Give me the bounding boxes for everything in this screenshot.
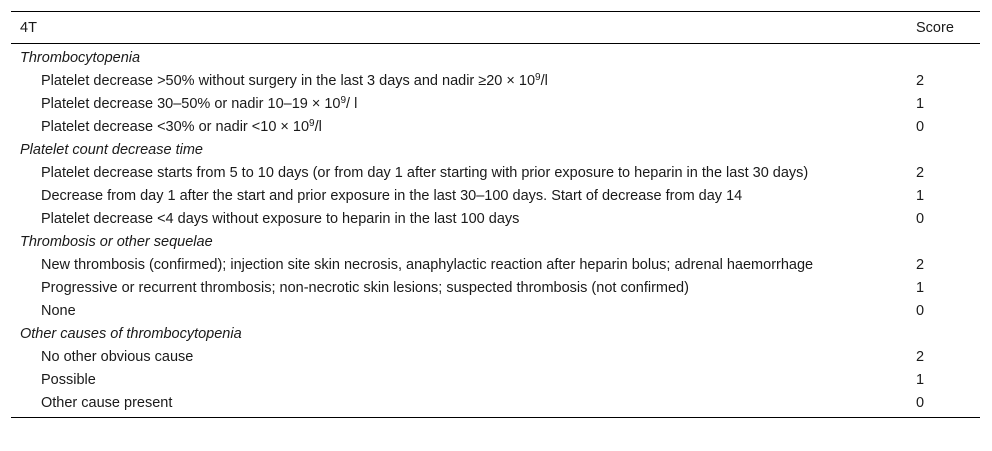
table-row	[11, 184, 980, 207]
criterion-cell	[11, 345, 913, 368]
score-cell: 2	[916, 73, 925, 89]
criterion-text: Possible	[41, 372, 96, 388]
score-cell: 1	[916, 188, 925, 204]
criterion-text: Platelet decrease >50% without surgery in the last 3 days and nadir ≥20 × 10	[41, 73, 536, 89]
criterion-cell	[11, 161, 913, 184]
table-row	[11, 207, 980, 230]
score-cell: 2	[916, 257, 925, 273]
section-row	[11, 44, 980, 70]
criterion-unit: / l	[346, 96, 358, 112]
section-title: Thrombosis or other sequelae	[20, 234, 213, 250]
table-row	[11, 276, 980, 299]
table-row	[11, 368, 980, 391]
criterion-unit: /l	[540, 73, 548, 89]
score-cell: 0	[916, 211, 925, 227]
section-row	[11, 230, 980, 253]
criterion-text: Platelet decrease starts from 5 to 10 days (or from day 1 after starting with prior exposure to heparin in the last 30 days)	[41, 165, 809, 181]
table-row	[11, 391, 980, 418]
criterion-text: Progressive or recurrent thrombosis; non-necrotic skin lesions; suspected thrombosis (not confirmed)	[41, 280, 689, 296]
criterion-cell	[11, 184, 913, 207]
criterion-cell	[11, 69, 913, 92]
table-row	[11, 69, 980, 92]
score-cell: 1	[916, 96, 925, 112]
section-row	[11, 322, 980, 345]
criterion-cell	[11, 253, 913, 276]
section-title: Platelet count decrease time	[20, 142, 203, 158]
criterion-text: None	[41, 303, 76, 319]
criterion-text: Decrease from day 1 after the start and prior exposure in the last 30–100 days. Start of decrease from day 14	[41, 188, 743, 204]
score-cell: 2	[916, 165, 925, 181]
criterion-text: Other cause present	[41, 395, 173, 411]
table-header	[11, 12, 980, 44]
section-title: Other causes of thrombocytopenia	[20, 326, 242, 342]
criterion-text: Platelet decrease <4 days without exposure to heparin in the last 100 days	[41, 211, 520, 227]
section-row	[11, 138, 980, 161]
table-row	[11, 161, 980, 184]
score-cell: 0	[916, 303, 925, 319]
header-criteria: 4T	[11, 12, 913, 44]
criterion-superscript: 9	[340, 95, 347, 106]
header-score: Score	[913, 12, 980, 44]
section-score-empty	[913, 322, 980, 345]
section-title: Thrombocytopenia	[20, 50, 141, 66]
criterion-superscript: 9	[309, 118, 315, 129]
criterion-text: Platelet decrease 30–50% or nadir 10–19 × 10	[41, 96, 341, 112]
score-table-container	[11, 11, 980, 418]
criterion-cell	[11, 299, 913, 322]
section-score-empty	[913, 230, 980, 253]
table-row	[11, 115, 980, 138]
score-cell: 0	[913, 391, 980, 418]
table-row	[11, 299, 980, 322]
criterion-unit: /l	[314, 119, 322, 135]
table-row	[11, 253, 980, 276]
criterion-cell	[11, 276, 913, 299]
criterion-cell	[11, 207, 913, 230]
criterion-superscript: 9	[535, 72, 541, 83]
criterion-cell	[11, 368, 913, 391]
criterion-cell	[11, 92, 913, 115]
score-cell: 1	[916, 372, 925, 388]
score-cell: 1	[916, 280, 925, 296]
score-cell: 0	[916, 119, 925, 135]
score-cell: 2	[916, 349, 925, 365]
section-score-empty	[913, 138, 980, 161]
table-body	[11, 44, 980, 418]
4t-score-table	[11, 11, 980, 418]
header-row	[11, 12, 980, 44]
criterion-text: Platelet decrease <30% or nadir <10 × 10	[41, 119, 310, 135]
table-row	[11, 345, 980, 368]
criterion-text: New thrombosis (confirmed); injection site skin necrosis, anaphylactic reaction after heparin bolus; adrenal haemorrhage	[41, 257, 814, 273]
criterion-cell	[11, 115, 913, 138]
criterion-cell	[11, 391, 913, 418]
criterion-text: No other obvious cause	[41, 349, 194, 365]
section-score-empty	[913, 44, 980, 70]
table-row	[11, 92, 980, 115]
